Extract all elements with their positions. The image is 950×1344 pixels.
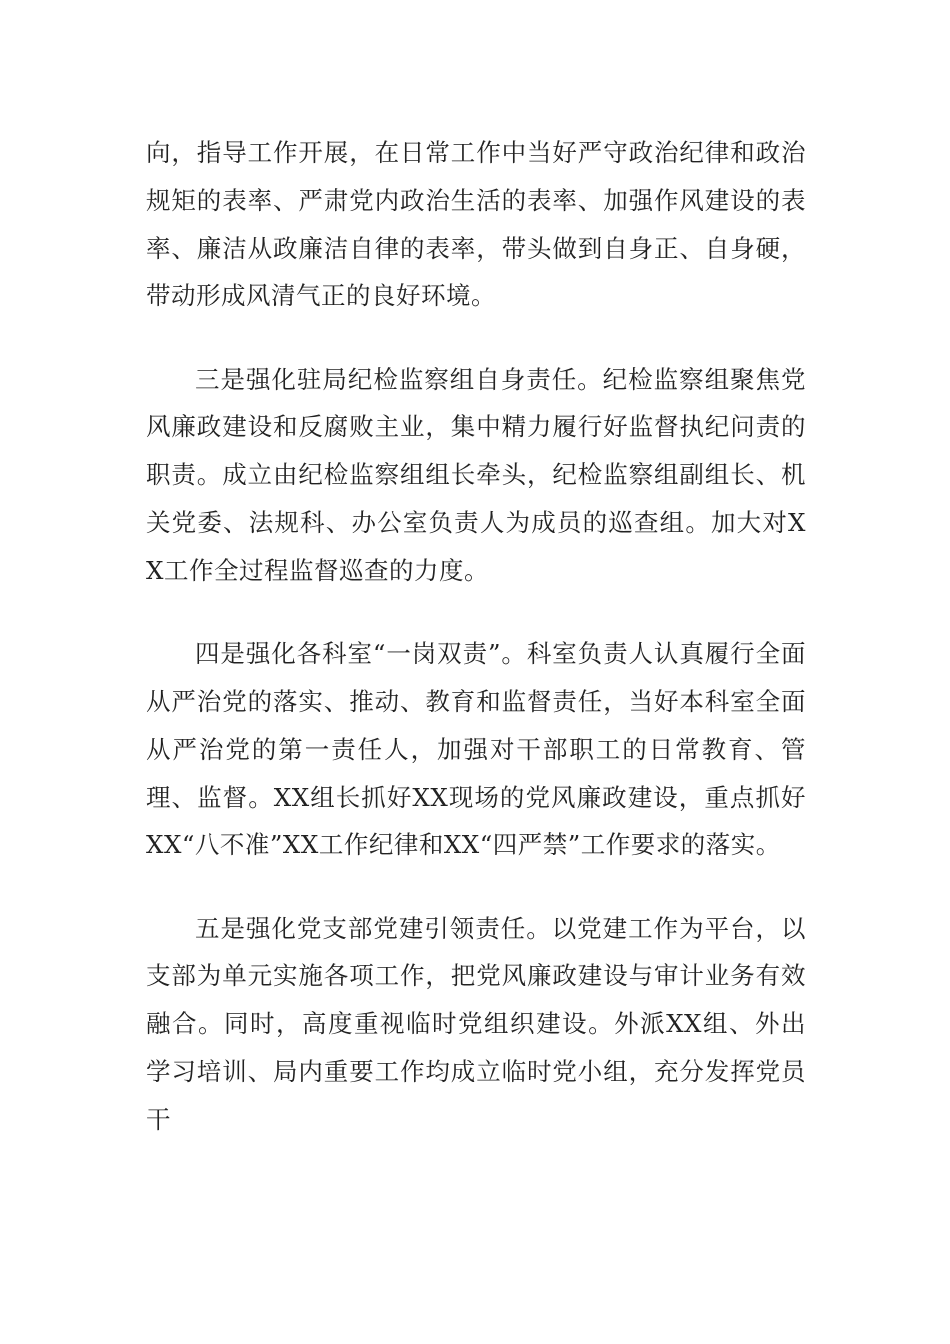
paragraph-third-point: 三是强化驻局纪检监察组自身责任。纪检监察组聚焦党风廉政建设和反腐败主业，集中精力履行好监督执纪问责的职责。成立由纪检监察组组长牵头，纪检监察组副组长、机关党委、法规科、办公室负责人为成员的巡查组。加大对XX工作全过程监督巡查的力度。 <box>146 364 806 585</box>
paragraph-continuation: 向，指导工作开展，在日常工作中当好严守政治纪律和政治规矩的表率、严肃党内政治生活的表率、加强作风建设的表率、廉洁从政廉洁自律的表率，带头做到自身正、自身硬，带动形成风清气正的良好环境。 <box>146 138 806 311</box>
document-body <box>146 129 806 1144</box>
paragraph-fourth-point: 四是强化各科室“一岗双责”。科室负责人认真履行全面从严治党的落实、推动、教育和监督责任，当好本科室全面从严治党的第一责任人，加强对干部职工的日常教育、管理、监督。XX组长抓好XX现场的党风廉政建设，重点抓好XX“八不准”XX工作纪律和XX“四严禁”工作要求的落实。 <box>146 639 806 860</box>
paragraph-fifth-point: 五是强化党支部党建引领责任。以党建工作为平台，以支部为单元实施各项工作，把党风廉政建设与审计业务有效融合。同时，高度重视临时党组织建设。外派XX组、外出学习培训、局内重要工作均成立临时党小组，充分发挥党员干 <box>146 913 806 1134</box>
